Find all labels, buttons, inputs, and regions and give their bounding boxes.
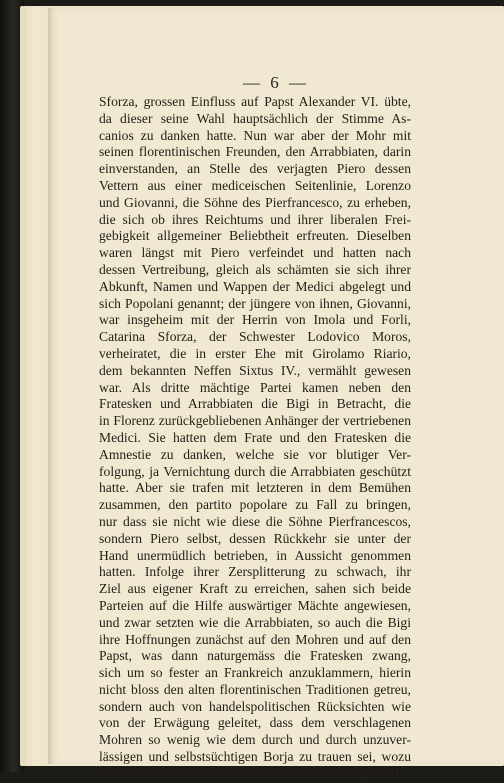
text-line: canios zu danken hatte. Nun war aber der Mohr mit <box>99 127 411 143</box>
text-line: verheiratet, die in erster Ehe mit Girolamo Riario, <box>99 345 411 361</box>
text-line: sich Popolani genannt; der jüngere von ihnen, Giovanni, <box>99 295 411 311</box>
text-line: Mohren so wenig wie dem durch und durch unzuver- <box>99 732 411 748</box>
text-line: sich um so fester an Frankreich anzuklammern, hierin <box>99 665 411 681</box>
body-text <box>99 94 411 783</box>
text-line: dann beim Frate noch der Gedanke an die von Karl VIII. <box>99 765 408 781</box>
text-line: die sich ob ihres Reichtums und ihrer liberalen Frei- <box>99 211 411 227</box>
text-line: und zwar setzten wie die Arrabbiaten, so auch die Bigi <box>99 614 411 630</box>
text-line: da dieser seine Wahl hauptsächlich der Stimme As- <box>99 110 411 126</box>
text-line: Catarina Sforza, der Schwester Lodovico Moros, <box>99 329 411 345</box>
text-line: Sforza, grossen Einfluss auf Papst Alexander VI. übte, <box>99 94 411 109</box>
text-line: hatte. Aber sie trafen mit letzteren in dem Bemühen <box>99 480 411 496</box>
text-line: lässigen und selbstsüchtigen Borja zu trauen sei, wozu <box>99 749 411 765</box>
text-line: sondern Piero selbst, dessen Rückkehr sie unter der <box>99 530 411 546</box>
text-line: zusammen, den partito popolare zu Fall zu bringen, <box>99 497 411 513</box>
text-line: Abkunft, Namen und Wappen der Medici abgelegt und <box>99 278 411 294</box>
text-line: einverstanden, an Stelle des verjagten Piero dessen <box>99 161 411 177</box>
text-line: ihre Hoffnungen zunächst auf den Mohren und auf den <box>99 631 411 647</box>
text-line: sondern auch von handelspolitischen Rücksichten wie <box>99 698 411 714</box>
text-line: und Giovanni, die Söhne des Pierfrancesco, zu erheben, <box>99 194 411 210</box>
text-line: hatten. Infolge ihrer Zersplitterung zu schwach, ihr <box>99 564 411 580</box>
text-line: Vettern aus einer mediceischen Seitenlinie, Lorenzo <box>99 177 411 193</box>
text-line: von der Erwägung geleitet, dass dem verschlagenen <box>99 715 411 731</box>
text-line: seinen florentinischen Freunden, den Arrabbiaten, darin <box>99 144 411 160</box>
text-line: Medici. Sie hatten dem Frate und den Fratesken die <box>99 429 411 445</box>
text-line: war insgeheim mit der Herrin von Imola und Forli, <box>99 312 411 328</box>
text-line: Fratesken und Arrabbiaten die Bigi in Betracht, die <box>99 396 411 412</box>
text-line: folgung, ja Vernichtung durch die Arrabbiaten geschützt <box>99 463 411 479</box>
text-line: nur dass sie nicht wie diese die Söhne Pierfrancescos, <box>99 513 411 529</box>
text-line: waren längst mit Piero verfeindet und hatten nach <box>99 245 411 261</box>
text-line: dem bekannten Neffen Sixtus IV., vermählt gewesen <box>99 362 411 378</box>
text-line: Papst, was dann naturgemäss die Fratesken zwang, <box>99 648 411 664</box>
text-line: gebigkeit allgemeiner Beliebtheit erfreuten. Dieselben <box>99 228 411 244</box>
page-number: — 6 — <box>243 73 309 92</box>
text-line: Amnestie zu danken, welche sie vor blutiger Ver- <box>99 446 411 462</box>
text-line: in Florenz zurückgebliebenen Anhänger der vertriebenen <box>99 413 411 429</box>
text-line: Parteien auf die Hilfe auswärtiger Mächte angewiesen, <box>99 597 411 613</box>
text-line: war. Als dritte mächtige Partei kamen neben den <box>99 379 411 395</box>
text-line: nicht bloss den alten florentinischen Traditionen getreu, <box>99 681 411 697</box>
text-line: Hand unermüdlich betrieben, in Aussicht genommen <box>99 547 411 563</box>
text-line: Ziel aus eigener Kraft zu erreichen, sahen sich beide <box>99 581 411 597</box>
text-line: dessen Vertreibung, gleich als schämten sie sich ihrer <box>99 261 411 277</box>
